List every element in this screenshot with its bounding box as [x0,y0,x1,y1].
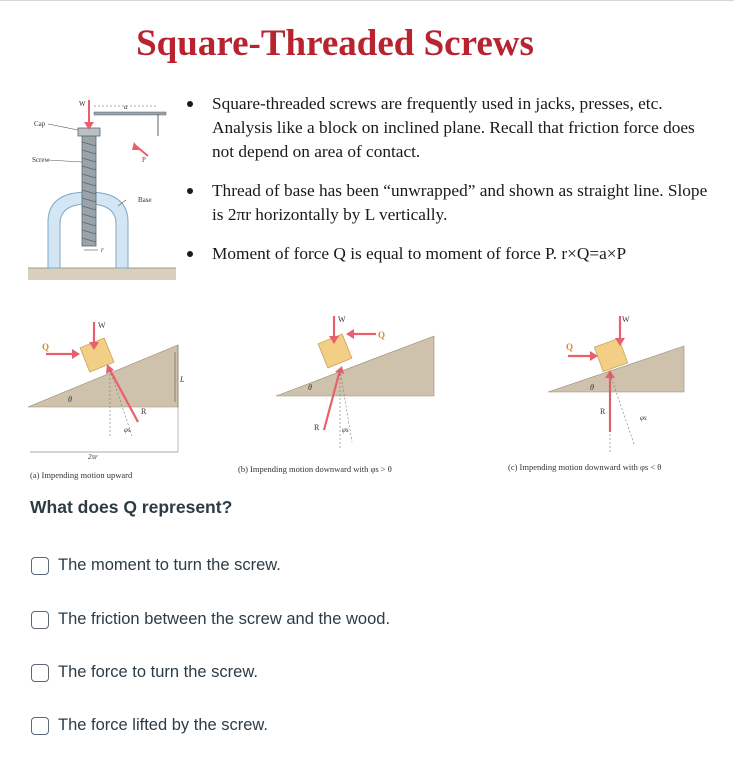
q-label-b: Q [378,330,386,340]
bullet-item: Moment of force Q is equal to moment of force P. r×Q=a×P [183,242,713,266]
q-label-a: Q [42,342,50,352]
answer-option-label: The friction between the screw and the wood. [58,610,391,628]
r-label-b: R [314,423,320,432]
answer-checkbox[interactable] [31,611,49,629]
r-label: r [101,246,104,254]
answer-checkbox[interactable] [31,717,49,735]
answer-checkbox[interactable] [31,557,49,575]
caption-b: (b) Impending motion downward with φs > θ [238,464,392,474]
caption-c: (c) Impending motion downward with φs < θ [508,462,662,472]
w-label-b: W [338,315,346,324]
cap-label: Cap [34,120,46,128]
answer-option-label: The force lifted by the screw. [58,716,269,734]
q-label-c: Q [566,342,574,352]
incline-figure-c [508,312,730,487]
screw-jack-figure [28,92,176,282]
screw-label: Screw [32,156,50,164]
p-label: P [142,156,146,164]
answer-option-lifted-force[interactable] [31,716,268,735]
answer-option-moment[interactable] [31,556,281,575]
base-label-a: 2πr [88,453,98,461]
theta-label-c: θ [590,383,594,392]
phi-label-b: φs [342,426,349,434]
incline-figure-a [28,312,198,487]
phi-label-c: φs [640,414,647,422]
w-label-c: W [622,315,630,324]
answer-option-turn-force[interactable] [31,663,258,682]
theta-label-b: θ [308,383,312,392]
answer-checkbox[interactable] [31,664,49,682]
slide-title: Square-Threaded Screws [136,23,534,64]
incline-figure-b [236,312,460,487]
r-label-c: R [600,407,606,416]
length-label-a: L [180,375,185,384]
answer-option-label: The force to turn the screw. [58,663,258,681]
bullet-list [183,92,713,281]
a-label: a [124,103,128,111]
answer-option-label: The moment to turn the screw. [58,556,281,574]
bullet-item: Thread of base has been “unwrapped” and shown as straight line. Slope is 2πr horizontally by L vertically. [183,179,713,227]
question-text: What does Q represent? [30,497,233,517]
w-label: W [79,100,86,108]
theta-label-a: θ [68,395,72,404]
phi-label-a: φs [124,426,131,434]
base-label: Base [138,196,152,204]
r-label-a: R [141,407,147,416]
answer-option-friction[interactable] [31,610,390,629]
bullet-item: Square-threaded screws are frequently used in jacks, presses, etc. Analysis like a block on inclined plane. Recall that friction force does not depend on area of contact. [183,92,713,164]
w-label-a: W [98,321,106,330]
caption-a: (a) Impending motion upward [30,470,133,480]
